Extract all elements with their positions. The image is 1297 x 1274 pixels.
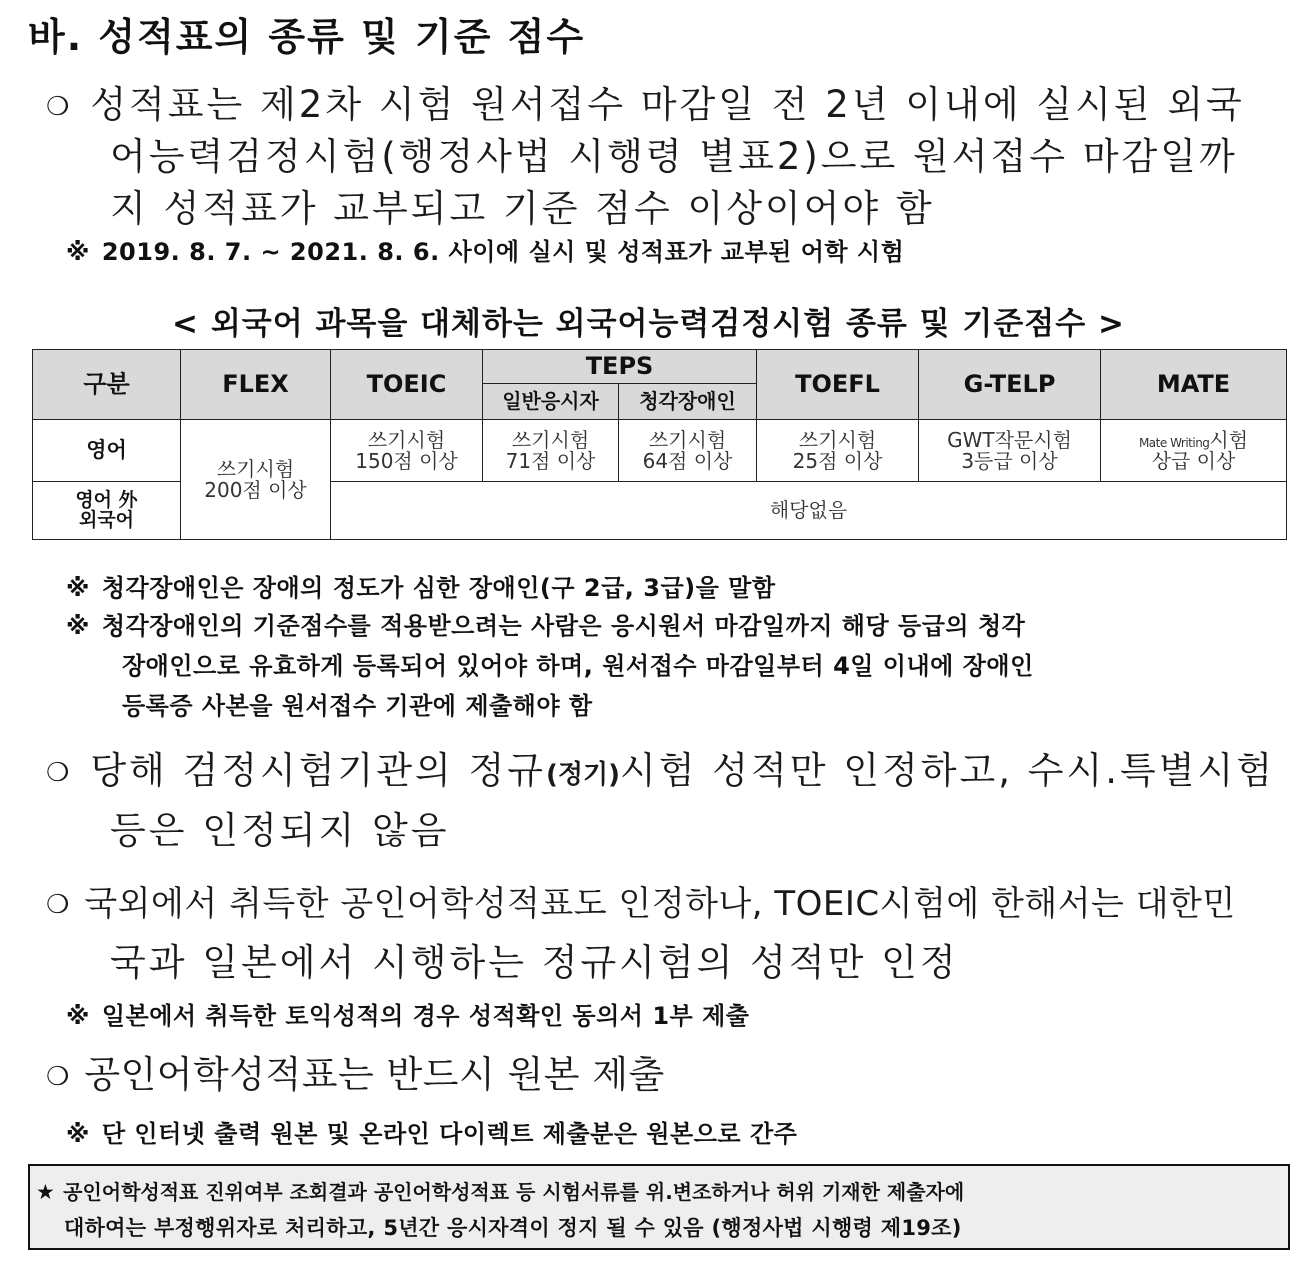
cell-toefl-line-1: 쓰기시험 — [798, 427, 877, 452]
table-note-2-line-2: 장애인으로 유효하게 등록되어 있어야 하며, 원서접수 마감일부터 4일 이내에 장애인 — [122, 652, 1034, 680]
cell-teps-hearing-line-1: 쓰기시험 — [648, 427, 727, 452]
paragraph-3-note — [66, 996, 749, 1031]
reference-mark-icon: ※ — [66, 612, 90, 640]
header-toefl: TOEFL — [757, 350, 919, 420]
table-note-1 — [66, 568, 776, 603]
header-category: 구분 — [33, 350, 181, 420]
table-note-2-line-3: 등록증 사본을 원서접수 기관에 제출해야 함 — [122, 692, 593, 720]
cell-mate-small: Mate Writing — [1138, 435, 1210, 450]
warning-text-1: 공인어학성적표 진위여부 조회결과 공인어학성적표 등 시험서류를 위.변조하거나 허위 기재한 제출자에 — [63, 1180, 965, 1204]
paragraph-1-line-3: 지 성적표가 교부되고 기준 점수 이상이어야 함 — [110, 187, 935, 230]
section-heading: 바. 성적표의 종류 및 기준 점수 — [28, 15, 586, 59]
header-flex: FLEX — [181, 350, 331, 420]
paragraph-2-text-b: (정기) — [546, 760, 620, 790]
bullet-icon: ❍ — [46, 757, 73, 788]
row-label-english: 영어 — [33, 420, 181, 482]
warning-line-1 — [36, 1176, 964, 1205]
cell-teps-general-line-1: 쓰기시험 — [511, 427, 590, 452]
warning-line-2: 대하여는 부정행위자로 처리하고, 5년간 응시자격이 정지 될 수 있음 (행정사법 시행령 제19조) — [64, 1216, 962, 1240]
reference-mark-icon: ※ — [66, 574, 90, 602]
bullet-icon: ❍ — [46, 1061, 73, 1092]
paragraph-3-line-2: 국과 일본에서 시행하는 정규시험의 성적만 인정 — [110, 941, 959, 984]
row-label-other-line-2: 외국어 — [78, 508, 135, 531]
table-caption: < 외국어 과목을 대체하는 외국어능력검정시험 종류 및 기준점수 > — [172, 306, 1125, 342]
paragraph-4-line-1 — [46, 1044, 665, 1098]
cell-mate-line-2: 상급 이상 — [1151, 448, 1236, 473]
paragraph-3-note-text: 일본에서 취득한 토익성적의 경우 성적확인 동의서 1부 제출 — [101, 1002, 750, 1030]
reference-mark-icon: ※ — [66, 238, 90, 266]
paragraph-1-note — [66, 232, 904, 267]
cell-gtelp-line-2: 3등급 이상 — [961, 448, 1058, 473]
cell-teps-general — [483, 420, 619, 482]
cell-toefl-line-2: 25점 이상 — [792, 448, 883, 473]
bullet-icon: ❍ — [46, 91, 73, 122]
cell-teps-hearing-line-2: 64점 이상 — [642, 448, 733, 473]
cell-toeic-line-2: 150점 이상 — [355, 448, 458, 473]
score-table — [32, 349, 1287, 540]
paragraph-1-note-text: 2019. 8. 7. ~ 2021. 8. 6. 사이에 실시 및 성적표가 교부된 어학 시험 — [101, 238, 905, 266]
table-note-2-text-1: 청각장애인의 기준점수를 적용받으려는 사람은 응시원서 마감일까지 해당 등급의 청각 — [101, 612, 1026, 640]
cell-gtelp — [919, 420, 1101, 482]
cell-toeic — [331, 420, 483, 482]
header-mate: MATE — [1101, 350, 1287, 420]
warning-box — [28, 1164, 1290, 1250]
cell-mate-exam: 시험 — [1209, 427, 1249, 452]
cell-not-applicable: 해당없음 — [331, 482, 1287, 540]
cell-toefl — [757, 420, 919, 482]
reference-mark-icon: ※ — [66, 1002, 90, 1030]
cell-teps-general-line-2: 71점 이상 — [505, 448, 596, 473]
row-label-other — [33, 482, 181, 540]
cell-flex-line-1: 쓰기시험 — [216, 456, 295, 481]
header-teps-hearing: 청각장애인 — [619, 384, 757, 420]
reference-mark-icon: ※ — [66, 1120, 90, 1148]
header-teps-general: 일반응시자 — [483, 384, 619, 420]
paragraph-3-text-1: 국외에서 취득한 공인어학성적표도 인정하나, TOEIC시험에 한해서는 대한민 — [84, 884, 1236, 924]
paragraph-3-line-1 — [46, 876, 1236, 925]
cell-flex-line-2: 200점 이상 — [204, 477, 307, 502]
cell-mate — [1101, 420, 1287, 482]
cell-gtelp-line-1: GWT작문시험 — [947, 427, 1072, 452]
star-icon: ★ — [36, 1180, 56, 1204]
cell-teps-hearing — [619, 420, 757, 482]
paragraph-4-note-text: 단 인터넷 출력 원본 및 온라인 다이렉트 제출분은 원본으로 간주 — [101, 1120, 798, 1148]
bullet-icon: ❍ — [46, 889, 73, 920]
paragraph-1-line-2: 어능력검정시험(행정사법 시행령 별표2)으로 원서접수 마감일까 — [110, 135, 1238, 178]
paragraph-4-text-1: 공인어학성적표는 반드시 원본 제출 — [84, 1053, 665, 1096]
paragraph-2-text-a: 당해 검정시험기관의 정규 — [90, 749, 546, 792]
paragraph-1-line-1 — [46, 74, 1245, 128]
table-note-1-text: 청각장애인은 장애의 정도가 심한 장애인(구 2급, 3급)을 말함 — [101, 574, 776, 602]
table-note-2-line-1 — [66, 606, 1025, 641]
header-gtelp: G-TELP — [919, 350, 1101, 420]
cell-mate-line-1 — [1101, 427, 1286, 452]
paragraph-1-text-1: 성적표는 제2차 시험 원서접수 마감일 전 2년 이내에 실시된 외국 — [90, 83, 1245, 126]
header-teps: TEPS — [483, 350, 757, 384]
paragraph-4-note — [66, 1114, 797, 1149]
paragraph-2-text-c: 시험 성적만 인정하고, 수시.특별시험 — [620, 749, 1275, 792]
paragraph-2-line-2: 등은 인정되지 않음 — [110, 809, 450, 852]
header-toeic: TOEIC — [331, 350, 483, 420]
row-label-other-line-1: 영어 外 — [75, 488, 138, 511]
cell-flex — [181, 420, 331, 540]
paragraph-2-line-1 — [46, 740, 1275, 794]
cell-toeic-line-1: 쓰기시험 — [367, 427, 446, 452]
